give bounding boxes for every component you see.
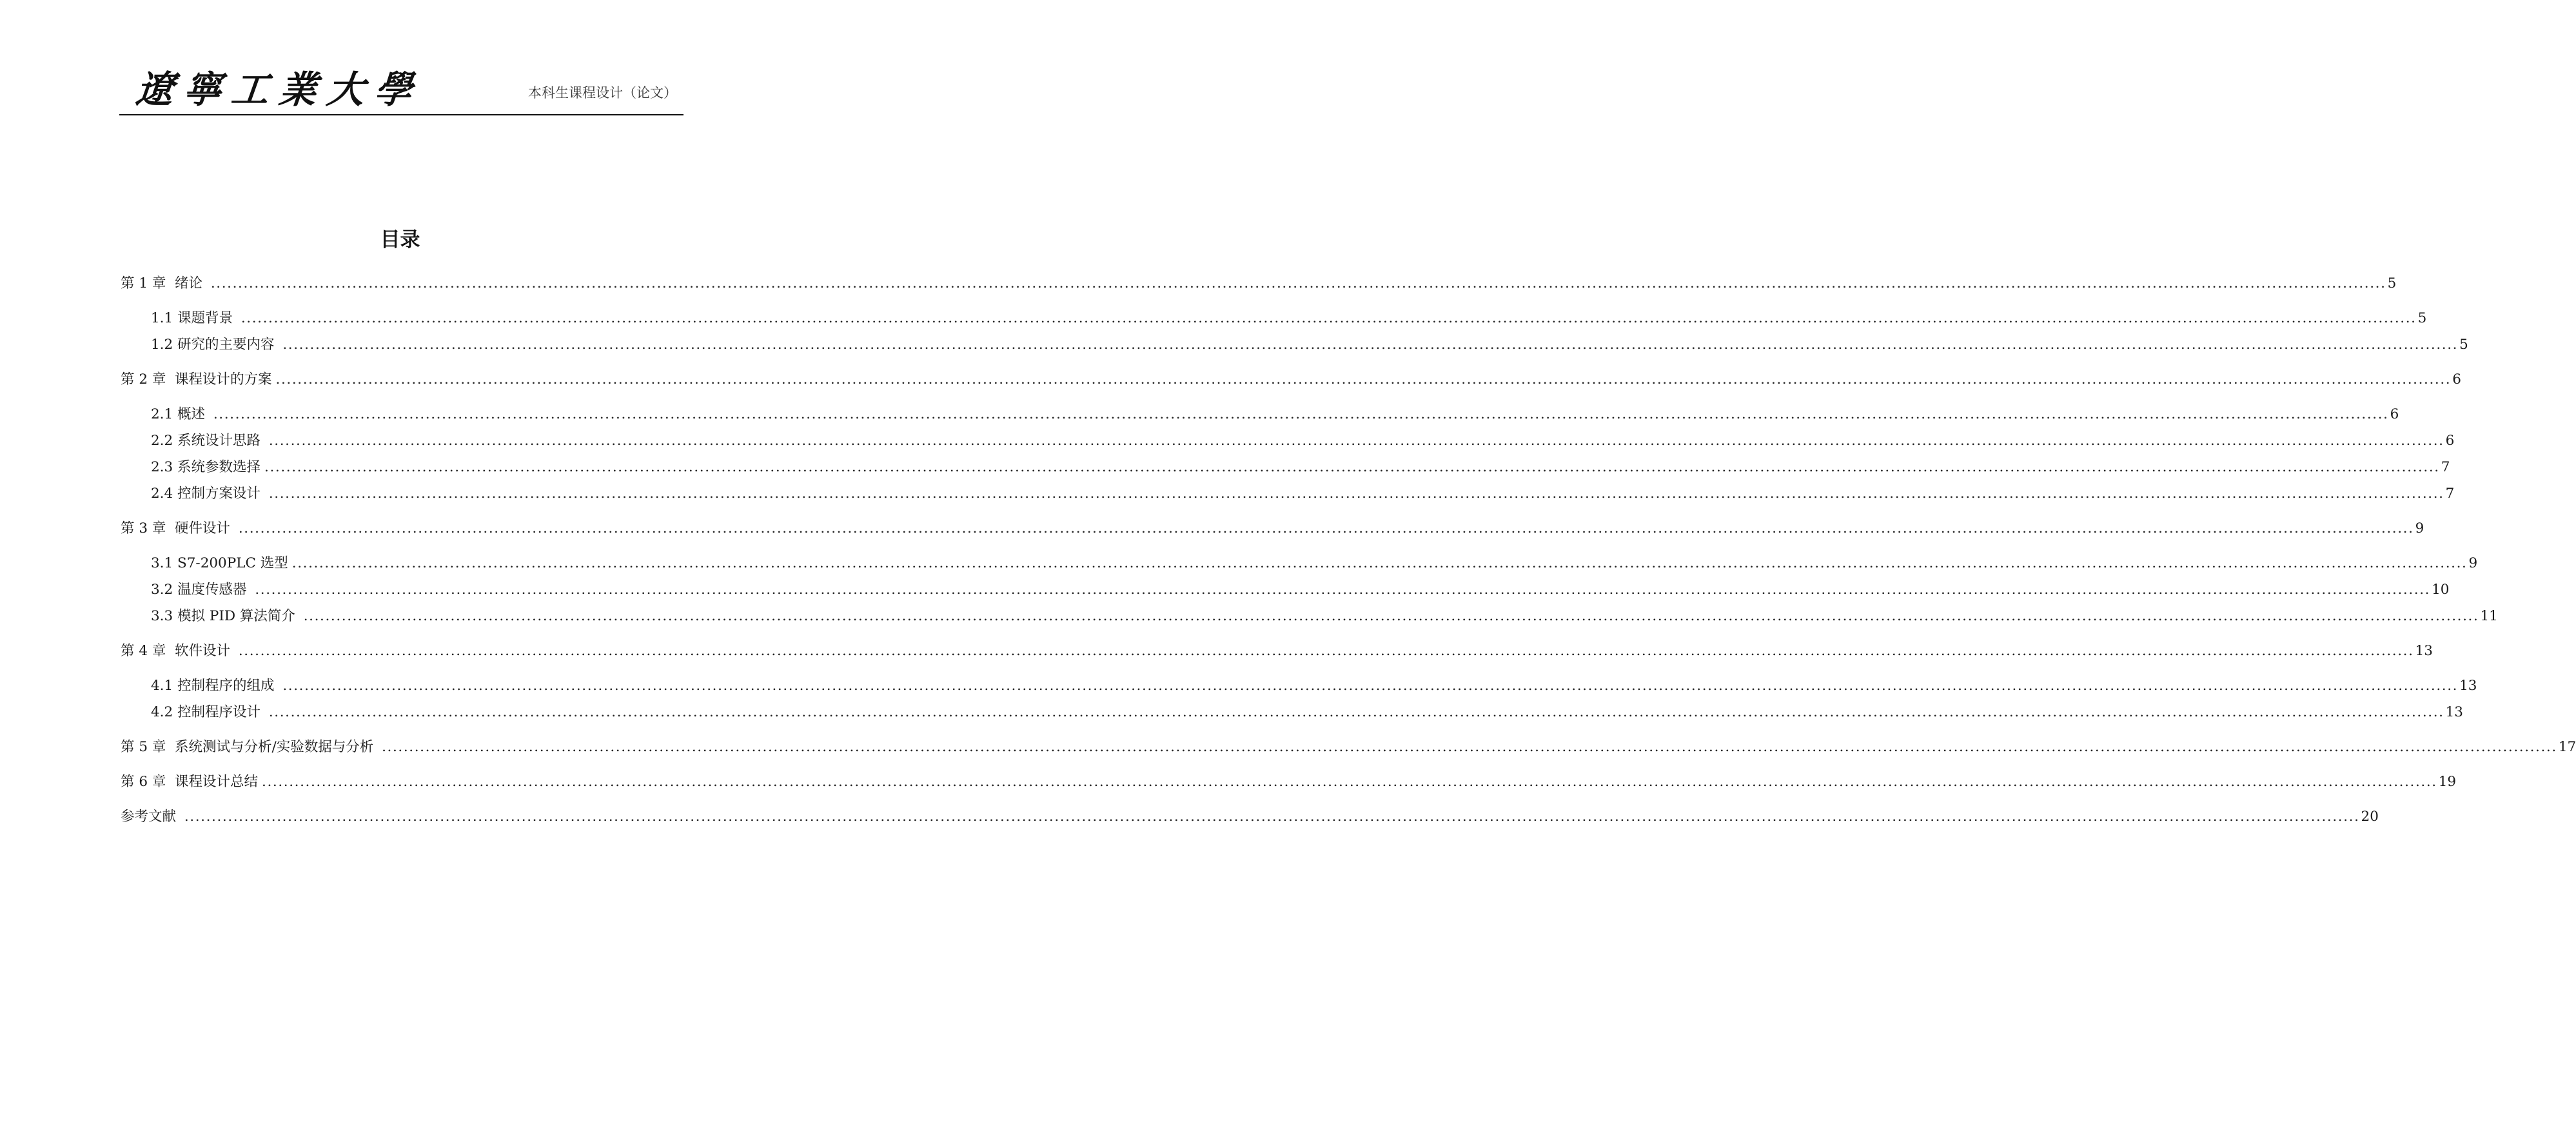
toc-entry-label: 第 3 章 硬件设计 [121, 520, 235, 536]
toc-page-number: 6 [2390, 406, 2399, 422]
toc-section-entry[interactable] [151, 702, 2463, 723]
toc-page-number: 5 [2417, 310, 2427, 326]
toc-dot-leader: ................................................................................................................................................................................................................................................................................................................................................................................................................ [210, 275, 2386, 291]
toc-page-number: 13 [2445, 704, 2463, 720]
toc-entry-label: 4.2 控制程序设计 [151, 704, 265, 720]
toc-entry-label: 1.1 课题背景 [151, 310, 237, 326]
toc-title: 目录 [380, 228, 420, 251]
toc-entry-label: 3.3 模拟 PID 算法简介 [151, 608, 300, 624]
toc-section-entry[interactable] [151, 457, 2450, 478]
toc-page-number: 6 [2445, 433, 2455, 449]
toc-entry-label: 第 1 章 绪论 [121, 275, 207, 291]
toc-page-number: 6 [2452, 371, 2461, 388]
toc-entry-label: 第 2 章 课程设计的方案 [121, 371, 272, 388]
toc-section-entry[interactable] [151, 605, 2498, 627]
toc-dot-leader: ................................................................................................................................................................................................................................................................................................................................................................................................................ [382, 739, 2557, 755]
toc-entry-label: 2.1 概述 [151, 406, 210, 422]
toc-entry-label: 第 5 章 系统测试与分析/实验数据与分析 [121, 739, 379, 755]
toc-dot-leader: ................................................................................................................................................................................................................................................................................................................................................................................................................ [268, 486, 2444, 502]
toc-chapter-entry[interactable] [121, 771, 2457, 793]
toc-chapter-entry[interactable] [121, 273, 2397, 295]
toc-page-number: 9 [2415, 520, 2424, 536]
toc-dot-leader: ................................................................................................................................................................................................................................................................................................................................................................................................................ [268, 704, 2444, 720]
toc-section-entry[interactable] [151, 483, 2455, 505]
toc-page-number: 19 [2438, 774, 2457, 790]
toc-dot-leader: ................................................................................................................................................................................................................................................................................................................................................................................................................ [275, 371, 2452, 388]
toc-section-entry[interactable] [151, 579, 2450, 601]
header-divider [119, 114, 683, 115]
toc-dot-leader: ................................................................................................................................................................................................................................................................................................................................................................................................................ [264, 459, 2440, 475]
toc-dot-leader: ................................................................................................................................................................................................................................................................................................................................................................................................................ [282, 678, 2459, 694]
toc-entry-label: 2.3 系统参数选择 [151, 459, 261, 475]
toc-section-entry[interactable] [151, 308, 2427, 329]
toc-dot-leader: ................................................................................................................................................................................................................................................................................................................................................................................................................ [303, 608, 2479, 624]
toc-entry-label: 第 4 章 软件设计 [121, 643, 235, 659]
toc-entry-label: 3.1 S7-200PLC 选型 [151, 555, 288, 571]
toc-chapter-entry[interactable] [121, 640, 2433, 662]
toc-page-number: 5 [2459, 337, 2468, 353]
toc-page-number: 5 [2387, 275, 2397, 291]
toc-dot-leader: ................................................................................................................................................................................................................................................................................................................................................................................................................ [213, 406, 2389, 422]
toc-page-number: 7 [2441, 459, 2450, 475]
toc-dot-leader: ................................................................................................................................................................................................................................................................................................................................................................................................................ [282, 337, 2459, 353]
toc-dot-leader: ................................................................................................................................................................................................................................................................................................................................................................................................................ [238, 520, 2414, 536]
toc-chapter-entry[interactable] [121, 369, 2461, 391]
toc-chapter-entry[interactable] [121, 806, 2379, 828]
toc-entry-label: 2.4 控制方案设计 [151, 486, 265, 502]
university-logo: 遼寧工業大學 [133, 68, 425, 112]
toc-section-entry[interactable] [151, 430, 2455, 452]
toc-page-number: 13 [2415, 643, 2433, 659]
toc-dot-leader: ................................................................................................................................................................................................................................................................................................................................................................................................................ [238, 643, 2414, 659]
toc-entry-label: 2.2 系统设计思路 [151, 433, 265, 449]
page-header [119, 64, 683, 116]
toc-section-entry[interactable] [151, 404, 2399, 426]
toc-dot-leader: ................................................................................................................................................................................................................................................................................................................................................................................................................ [268, 433, 2444, 449]
toc-entry-label: 第 6 章 课程设计总结 [121, 774, 259, 790]
toc-chapter-entry[interactable] [121, 518, 2424, 540]
toc-page-number: 10 [2432, 582, 2450, 598]
toc-entry-label: 3.2 温度传感器 [151, 582, 251, 598]
toc-page-number: 20 [2361, 809, 2379, 825]
toc-dot-leader: ................................................................................................................................................................................................................................................................................................................................................................................................................ [241, 310, 2417, 326]
toc-page-number: 9 [2468, 555, 2478, 571]
toc-dot-leader: ................................................................................................................................................................................................................................................................................................................................................................................................................ [291, 555, 2468, 571]
toc-entry-label: 1.2 研究的主要内容 [151, 337, 279, 353]
toc-page-number: 7 [2445, 486, 2455, 502]
toc-dot-leader: ................................................................................................................................................................................................................................................................................................................................................................................................................ [255, 582, 2431, 598]
toc-dot-leader: ................................................................................................................................................................................................................................................................................................................................................................................................................ [184, 809, 2360, 825]
toc-page-number: 11 [2480, 608, 2498, 624]
toc-page-number: 17 [2558, 739, 2576, 755]
toc-page-number: 13 [2459, 678, 2477, 694]
toc-entry-label: 4.1 控制程序的组成 [151, 678, 279, 694]
toc-section-entry[interactable] [151, 553, 2478, 575]
toc-dot-leader: ................................................................................................................................................................................................................................................................................................................................................................................................................ [262, 774, 2437, 790]
toc-chapter-entry[interactable] [121, 736, 2576, 758]
toc-section-entry[interactable] [151, 675, 2477, 697]
toc-section-entry[interactable] [151, 334, 2468, 356]
header-document-type: 本科生课程设计（论文） [528, 85, 677, 101]
toc-entry-label: 参考文献 [121, 809, 181, 825]
